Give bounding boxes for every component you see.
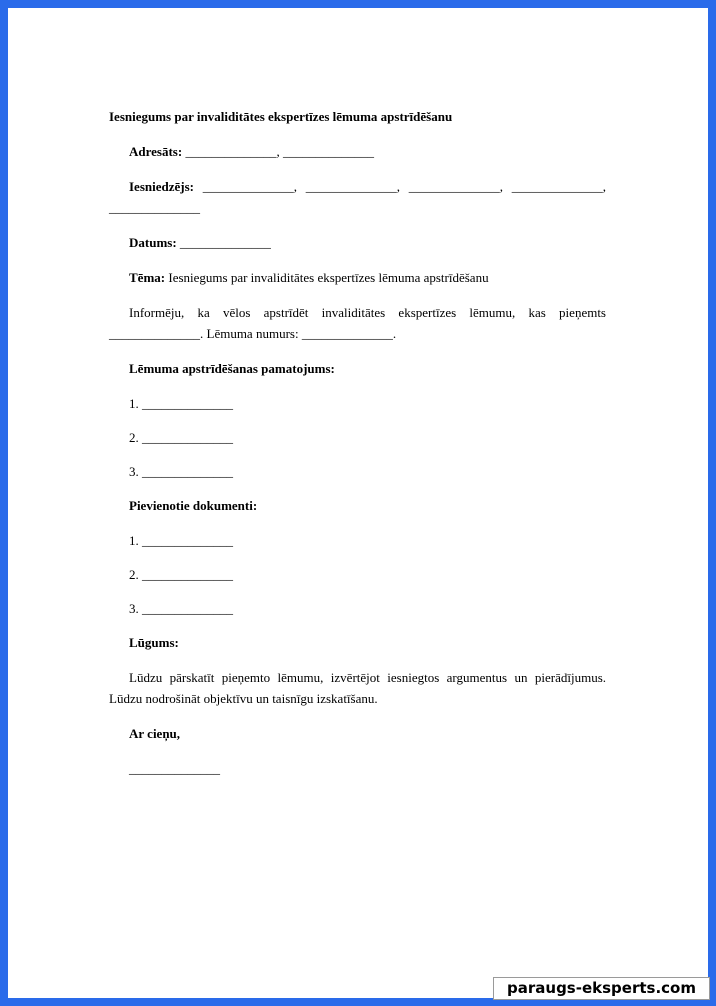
topic-line <box>109 267 606 288</box>
signature-line: ______________ <box>129 761 220 776</box>
applicant-value: ______________, ______________, ______________, ______________, ______________ <box>109 179 606 215</box>
topic-label: Tēma: <box>129 270 166 285</box>
document-page <box>8 8 708 998</box>
attachment-item: 1. ______________ <box>129 533 233 548</box>
request-paragraph: Lūdzu pārskatīt pieņemto lēmumu, izvērtējot iesniegtos argumentus un pierādījumus. Lūdzu nodrošināt objektīvu un taisnīgu izskatīšanu. <box>109 670 606 706</box>
brand-watermark[interactable]: paraugs-eksperts.com <box>493 977 710 1000</box>
document-title: Iesniegums par invaliditātes ekspertīzes lēmuma apstrīdēšanu <box>109 109 453 124</box>
date-value: ______________ <box>179 235 271 250</box>
attachment-item: 3. ______________ <box>129 601 233 616</box>
closing-line: Ar cieņu, <box>129 726 181 741</box>
applicant-line <box>109 176 606 218</box>
justification-item: 1. ______________ <box>129 396 233 411</box>
topic-value: Iesniegums par invaliditātes ekspertīzes lēmuma apstrīdēšanu <box>168 270 489 285</box>
attachment-item: 2. ______________ <box>129 567 233 582</box>
justification-item: 2. ______________ <box>129 430 233 445</box>
justification-item: 3. ______________ <box>129 464 233 479</box>
justification-heading: Lēmuma apstrīdēšanas pamatojums: <box>129 361 335 376</box>
date-line <box>109 232 606 253</box>
document-content <box>109 106 606 793</box>
intro-paragraph: Informēju, ka vēlos apstrīdēt invaliditātes ekspertīzes lēmumu, kas pieņemts ______________. Lēmuma numurs: ______________. <box>109 305 606 341</box>
addressee-label: Adresāts: <box>129 144 183 159</box>
attachments-heading: Pievienotie dokumenti: <box>129 498 258 513</box>
applicant-label: Iesniedzējs: <box>129 179 194 194</box>
addressee-value: ______________, ______________ <box>185 144 374 159</box>
addressee-line <box>109 141 606 162</box>
request-heading: Lūgums: <box>129 635 179 650</box>
date-label: Datums: <box>129 235 177 250</box>
